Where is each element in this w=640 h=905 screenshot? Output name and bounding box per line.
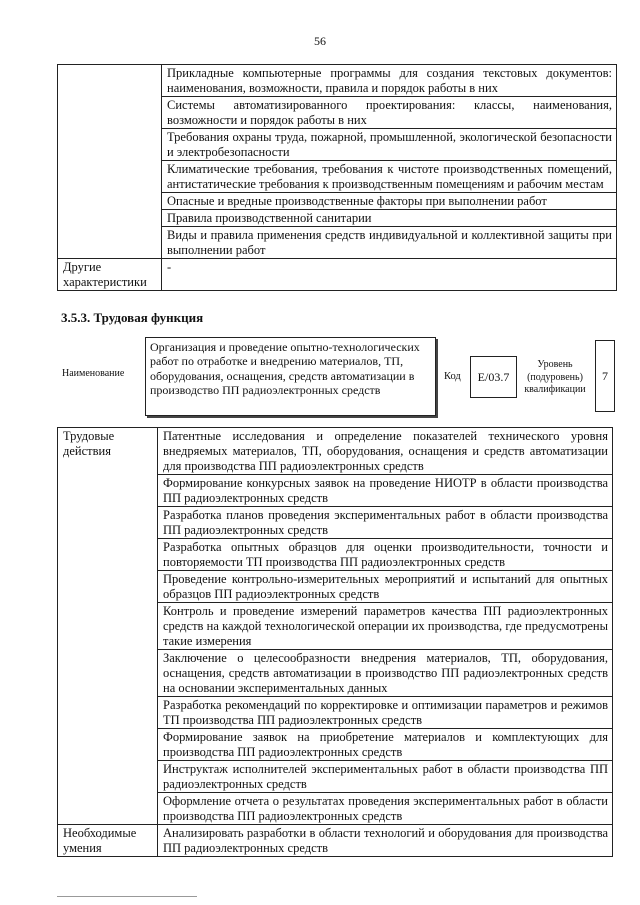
empty-label-cell	[58, 65, 162, 259]
knowledge-item: Опасные и вредные производственные факторы при выполнении работ	[162, 193, 617, 210]
labor-actions-label: Трудовые действия	[58, 428, 158, 825]
name-label: Наименование	[62, 368, 125, 379]
knowledge-item: Требования охраны труда, пожарной, промышленной, экологической безопасности и электробезопасности	[162, 129, 617, 161]
knowledge-item: Климатические требования, требования к чистоте производственных помещений, антистатические требования к производственным помещениям и рабочим местам	[162, 161, 617, 193]
knowledge-item: Системы автоматизированного проектирования: классы, наименования, возможности и порядок работы в них	[162, 97, 617, 129]
code-value: E/03.7	[470, 356, 517, 398]
table-row	[58, 65, 617, 97]
table-row	[58, 428, 613, 475]
page-number: 56	[314, 34, 326, 48]
level-value: 7	[595, 340, 615, 412]
knowledge-item: Правила производственной санитарии	[162, 210, 617, 227]
labor-action-item: Заключение о целесообразности внедрения материалов, ТП, оборудования, оснащения, средств автоматизации в производство ПП радиоэлектронных средств на основании экспериментальных данных	[158, 650, 613, 697]
labor-action-item: Разработка опытных образцов для оценки производительности, точности и повторяемости ТП производства ПП радиоэлектронных средств	[158, 539, 613, 571]
labor-action-item: Контроль и проведение измерений параметров качества ПП радиоэлектронных средств на каждой технологической операции их производства, где предусмотрены такие измерения	[158, 603, 613, 650]
table-row	[58, 259, 617, 291]
labor-action-item: Разработка планов проведения экспериментальных работ в области производства ПП радиоэлектронных средств	[158, 507, 613, 539]
labor-action-item: Формирование конкурсных заявок на проведение НИОТР в области производства ПП радиоэлектронных средств	[158, 475, 613, 507]
actions-table	[57, 427, 613, 857]
knowledge-item: Прикладные компьютерные программы для создания текстовых документов: наименования, возможности, правила и порядок работы в них	[162, 65, 617, 97]
other-characteristics-label: Другие характеристики	[58, 259, 162, 291]
labor-action-item: Инструктаж исполнителей экспериментальных работ в области производства ПП радиоэлектронных средств	[158, 761, 613, 793]
labor-action-item: Формирование заявок на приобретение материалов и комплектующих для производства ПП радиоэлектронных средств	[158, 729, 613, 761]
level-label: Уровень (подуровень) квалификации	[524, 359, 586, 395]
other-characteristics-value: -	[162, 259, 617, 291]
labor-action-item: Разработка рекомендаций по корректировке и оптимизации параметров и режимов ТП производства ПП радиоэлектронных средств	[158, 697, 613, 729]
knowledge-item: Виды и правила применения средств индивидуальной и коллективной защиты при выполнении работ	[162, 227, 617, 259]
labor-action-item: Оформление отчета о результатах проведения экспериментальных работ в области производства ПП радиоэлектронных средств	[158, 793, 613, 825]
knowledge-table	[57, 64, 617, 291]
function-name-box: Организация и проведение опытно-технологических работ по отработке и внедрению материалов, ТП, оборудования, оснащения, средств автоматизации в производство ПП радиоэлектронных средств	[145, 337, 436, 416]
required-skills-label: Необходимые умения	[58, 825, 158, 857]
table-row	[58, 825, 613, 857]
skill-item: Анализировать разработки в области технологий и оборудования для производства ПП радиоэлектронных средств	[158, 825, 613, 857]
code-label: Код	[444, 371, 461, 382]
labor-action-item: Патентные исследования и определение показателей технического уровня внедряемых материалов, ТП, оборудования, оснащения и средств автоматизации для производства ПП радиоэлектронных средств	[158, 428, 613, 475]
section-heading: 3.5.3. Трудовая функция	[61, 310, 204, 325]
labor-action-item: Проведение контрольно-измерительных мероприятий и испытаний для опытных образцов ПП радиоэлектронных средств	[158, 571, 613, 603]
footer-divider	[57, 896, 197, 897]
